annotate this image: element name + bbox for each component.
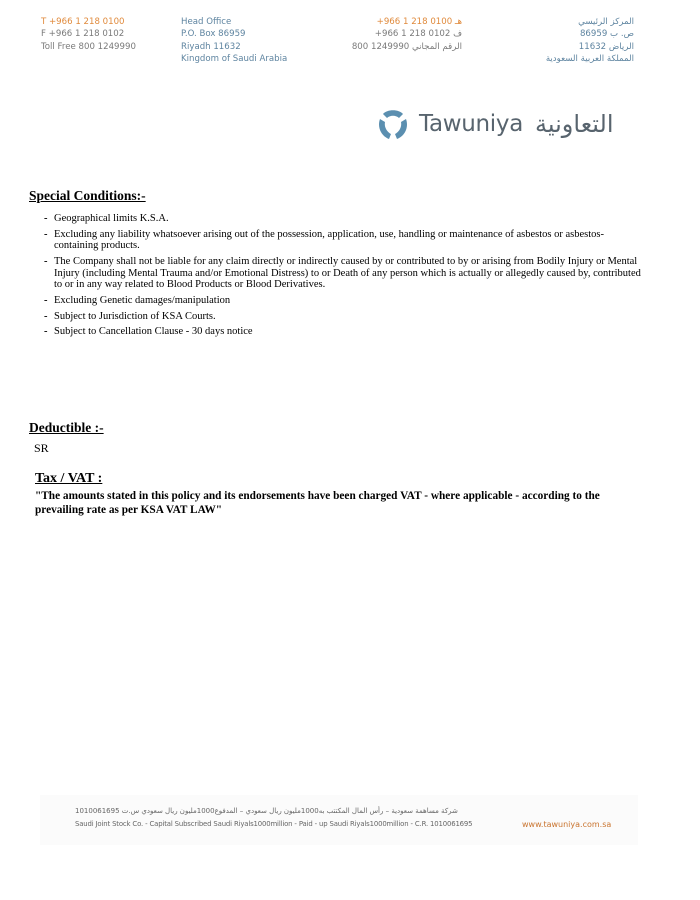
condition-item: - The Company shall not be liable for any claim directly or indirectly caused by or contributed to by or arising from Bodily Injury or Mental Injury (including Mental Trauma and/or Emotional Distress) to or Death of any person which is actually or allegedly caused by, contributed to or in any way related to Blood Products or Blood Derivatives. <box>44 256 644 291</box>
logo-text-ar: التعاونية <box>535 110 614 138</box>
header-address-ar <box>546 16 634 65</box>
header-address-en-line1: Head Office <box>181 17 232 27</box>
tax-vat-statement: "The amounts stated in this policy and its endorsements have been charged VAT - where applicable - according to the prevailing rate as per KSA VAT LAW" <box>35 490 600 516</box>
header-address-ar-line1: المركز الرئيسي <box>578 17 634 27</box>
header-fax-ar: ف 0102 218 1 966+ <box>374 29 462 40</box>
header-address-ar-line4: المملكة العربية السعودية <box>545 53 634 64</box>
header-phone-ar: هـ 0100 218 1 966+ <box>376 17 462 27</box>
footer-company-ar: شركة مساهمة سعودية – رأس المال المكتتب به1000مليون ريال سعودي – المدفوع1000مليون ريال سعودي س.ت 1010061695 <box>75 807 458 815</box>
header-address-en-line2: P.O. Box 86959 <box>181 29 246 40</box>
header-address-ar-line2: ص. ب 86959 <box>579 29 634 40</box>
footer-website-link[interactable]: www.tawuniya.com.sa <box>522 820 612 829</box>
footer-company-en: Saudi Joint Stock Co. - Capital Subscribed Saudi Riyals1000million - Paid - up Saudi Riyals1000million - C.R. 1010061695 <box>75 820 473 828</box>
header-contact-ar <box>352 16 462 53</box>
header-address-ar-line3: الرياض 11632 <box>578 41 634 52</box>
tawuniya-logo-icon <box>375 106 411 142</box>
header-toll-free-ar: الرقم المجاني 1249990 800 <box>351 41 462 52</box>
header-fax-en: F +966 1 218 0102 <box>41 29 125 40</box>
deductible-title: Deductible :- <box>29 420 104 435</box>
header-address-en <box>181 16 287 65</box>
logo-text-en: Tawuniya <box>419 111 523 137</box>
condition-item: - Subject to Jurisdiction of KSA Courts. <box>44 311 644 323</box>
header-address-en-line3: Riyadh 11632 <box>181 41 241 52</box>
tax-vat-title: Tax / VAT : <box>35 471 103 486</box>
tawuniya-logo <box>375 104 637 144</box>
special-conditions-list <box>44 213 644 342</box>
header-phone-en: T +966 1 218 0100 <box>41 17 125 27</box>
header-contact-en <box>41 16 136 53</box>
special-conditions-title: Special Conditions:- <box>29 188 146 203</box>
condition-item: - Excluding any liability whatsoever arising out of the possession, application, use, handling or maintenance of asbestos or asbestos-containing products. <box>44 229 644 252</box>
header-toll-free-en: Toll Free 800 1249990 <box>41 41 136 52</box>
condition-item: - Subject to Cancellation Clause - 30 days notice <box>44 326 644 338</box>
deductible-value: SR <box>34 441 49 455</box>
header-address-en-line4: Kingdom of Saudi Arabia <box>181 53 288 64</box>
condition-item: - Geographical limits K.S.A. <box>44 213 644 225</box>
condition-item: - Excluding Genetic damages/manipulation <box>44 295 644 307</box>
